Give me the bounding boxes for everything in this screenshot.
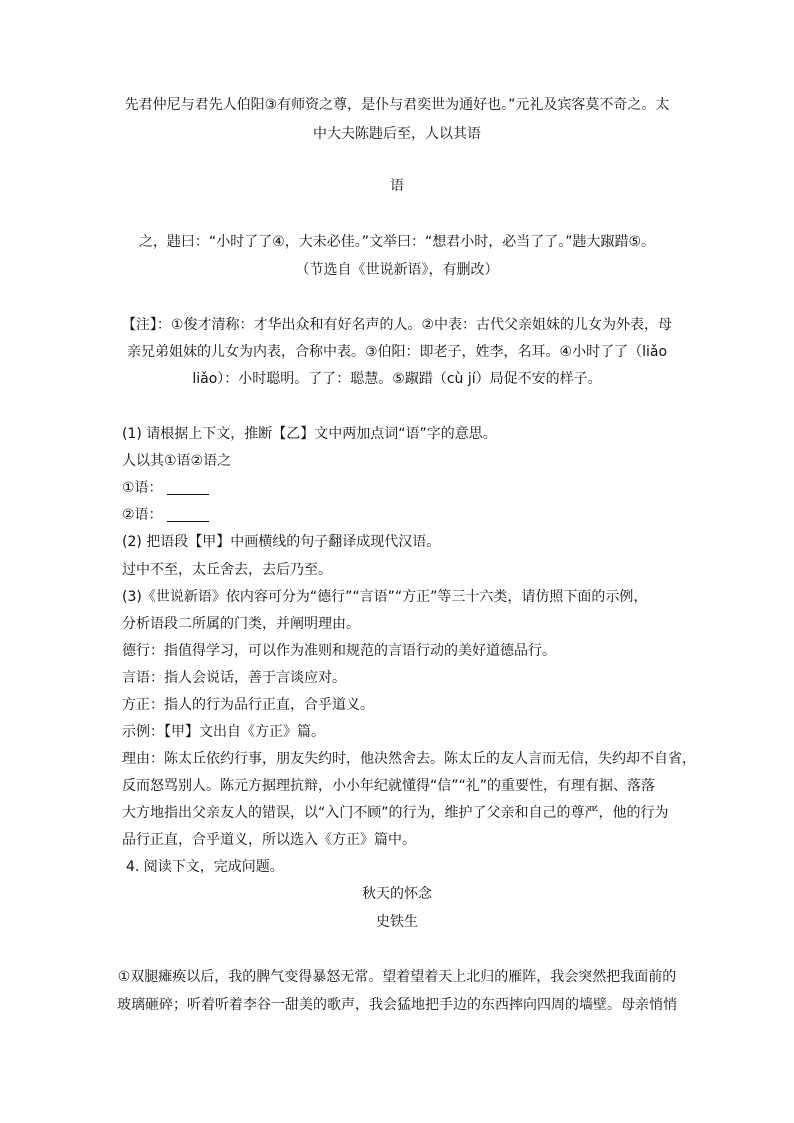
answer-b-label: ②语： — [122, 507, 163, 523]
example-text: 示例：【甲】文出自《方正》篇。 — [122, 724, 325, 740]
reason-line-4: 品行正直，合乎道义，所以选入《方正》篇中。 — [122, 832, 416, 848]
paragraph-1-line-2: 玻璃砸碎；听着听着李谷一甜美的歌声，我会猛地把手边的东西摔向四周的墙壁。母亲悄悄 — [117, 997, 677, 1013]
question-2: (2) 把语段【甲】中画横线的句子翻译成现代汉语。 — [122, 534, 441, 550]
passage-b-line-4: 之，韪曰：“小时了了④，大未必佳。”文举曰：“想君小时，必当了了。”韪大踧踖⑤。 — [138, 234, 656, 250]
paragraph-1-line-1: ①双腿瘫痪以后，我的脾气变得暴怒无常。望着望着天上北归的雁阵，我会突然把我面前的 — [117, 969, 677, 985]
answer-b-blank — [167, 507, 209, 522]
notes-line-1: 【注】：①俊才清称：才华出众和有好名声的人。②中表：古代父亲姐妹的儿女为外表，母 — [121, 317, 673, 333]
answer-a-blank — [167, 480, 209, 495]
question-3-line-2: 分析语段二所属的门类，并阐明理由。 — [122, 616, 360, 632]
passage-b-line-3: 语 — [390, 178, 404, 194]
reason-line-1: 理由：陈太丘依约行事，朋友失约时，他决然舍去。陈太丘的友人言而无信，失约却不自省， — [122, 751, 696, 767]
definition-yanyu: 言语：指人会说话，善于言谈应对。 — [122, 670, 346, 686]
question-1-answer-a — [122, 478, 722, 498]
passage-b-line-1: 先君仲尼与君先人伯阳③有师资之尊，是仆与君奕世为通好也。”元礼及宾客莫不奇之。太 — [124, 97, 670, 113]
article-title: 秋天的怀念 — [362, 886, 432, 902]
question-2-sentence: 过中不至，太丘舍去，去后乃至。 — [122, 562, 332, 578]
question-3-line-1: (3)《世说新语》依内容可分为“德行”“言语”“方正”等三十六类，请仿照下面的示例， — [122, 589, 648, 605]
passage-b-line-2: 中大夫陈韪后至，人以其语 — [313, 126, 481, 142]
article-author: 史铁生 — [376, 914, 418, 930]
reason-line-2: 反而怒骂别人。陈元方据理抗辩，小小年纪就懂得“信”“礼”的重要性，有理有据、落落 — [122, 778, 656, 794]
definition-dexing: 德行：指值得学习，可以作为准则和规范的言语行动的美好道德品行。 — [122, 643, 556, 659]
reason-line-3: 大方地指出父亲友人的错误，以“入门不顾”的行为，维护了父亲和自己的尊严，他的行为 — [122, 805, 669, 821]
question-1-answer-b — [122, 505, 722, 525]
passage-source: （节选自《世说新语》，有删改） — [295, 262, 499, 278]
section-4-prompt: 4. 阅读下文，完成问题。 — [126, 859, 284, 875]
notes-line-2: 亲兄弟姐妹的儿女为内表，合称中表。③伯阳：即老子，姓李，名耳。④小时了了（liǎo — [126, 344, 668, 360]
answer-a-label: ①语： — [122, 480, 163, 496]
question-1: (1) 请根据上下文，推断【乙】文中两加点词“语”字的意思。 — [122, 426, 497, 442]
definition-fangzheng: 方正：指人的行为品行正直，合乎道义。 — [122, 697, 374, 713]
notes-line-3: liǎo）：小时聪明。了了：聪慧。⑤踧踖（cù jí）局促不安的样子。 — [192, 371, 602, 387]
question-1-context: 人以其①语②语之 — [122, 453, 232, 469]
